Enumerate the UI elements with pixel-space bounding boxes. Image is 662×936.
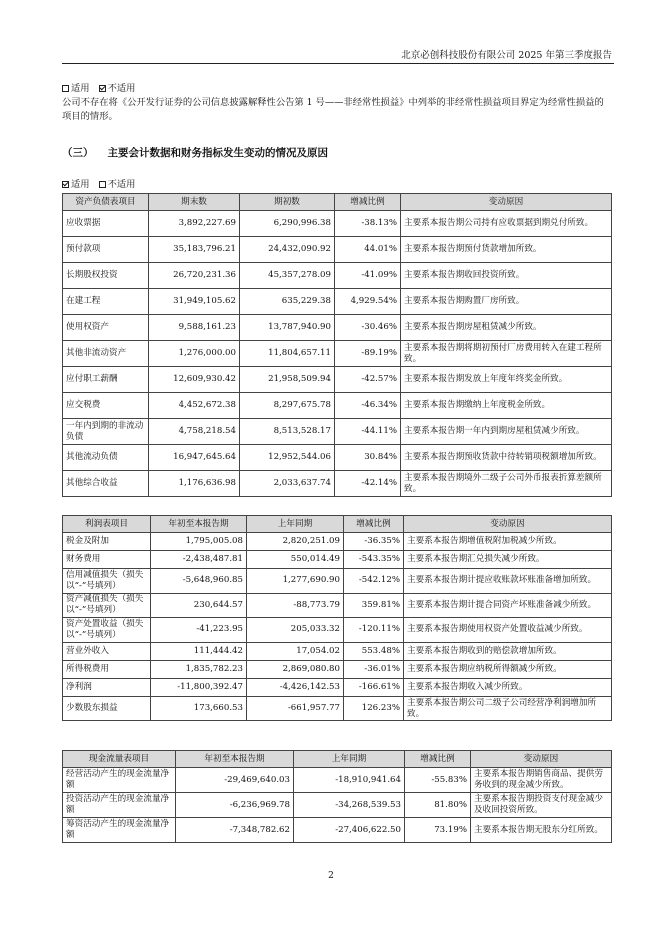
- change-ratio: 73.19%: [405, 818, 471, 843]
- item-name: 筹资活动产生的现金流量净额: [63, 818, 176, 843]
- column-header: 变动原因: [404, 516, 612, 533]
- current-value: 4,758,218.54: [149, 419, 240, 445]
- current-value: 111,444.42: [151, 642, 247, 660]
- item-name: 所得税费用: [63, 660, 151, 678]
- column-header: 增减比例: [335, 194, 401, 211]
- table-row: [63, 471, 612, 497]
- item-name: 信用减值损失（损失以“-”号填列）: [63, 569, 151, 594]
- change-ratio: -38.13%: [335, 211, 401, 237]
- table-row: [63, 569, 612, 594]
- prior-value: 2,033,637.74: [240, 471, 335, 497]
- table-row: [63, 315, 612, 341]
- table-row: [63, 237, 612, 263]
- item-name: 其他流动负债: [63, 445, 149, 471]
- item-name: 使用权资产: [63, 315, 149, 341]
- current-value: 31,949,105.62: [149, 289, 240, 315]
- item-name: 预付款项: [63, 237, 149, 263]
- item-name: 财务费用: [63, 551, 151, 569]
- item-name: 税金及附加: [63, 533, 151, 551]
- prior-value: -661,957.77: [247, 696, 344, 721]
- table-row: [63, 768, 612, 793]
- checkbox-checked-icon[interactable]: [99, 85, 106, 92]
- table-row: [63, 618, 612, 643]
- change-ratio: 4,929.54%: [335, 289, 401, 315]
- column-header: 期初数: [240, 194, 335, 211]
- section-title: 主要会计数据和财务指标发生变动的情况及原因: [107, 147, 328, 159]
- prior-value: -27,406,622.50: [294, 818, 405, 843]
- change-reason: 主要系本报告期发放上年度年终奖金所致。: [401, 367, 612, 393]
- item-name: 营业外收入: [63, 642, 151, 660]
- change-reason: 主要系本报告期一年内到期房屋租赁减少所致。: [401, 419, 612, 445]
- change-reason: 主要系本报告期收到的赔偿款增加所致。: [404, 642, 612, 660]
- item-name: 应交税费: [63, 393, 149, 419]
- prior-value: 2,820,251.09: [247, 533, 344, 551]
- current-value: 1,276,000.00: [149, 341, 240, 367]
- prior-value: 2,869,080.80: [247, 660, 344, 678]
- column-header: 年初至本报告期: [176, 751, 294, 768]
- change-reason: 主要系本报告期收入减少所致。: [404, 678, 612, 696]
- table-row: [63, 593, 612, 618]
- column-header: 期末数: [149, 194, 240, 211]
- table-row: [63, 367, 612, 393]
- table-row: [63, 393, 612, 419]
- change-ratio: -36.35%: [344, 533, 404, 551]
- item-name: 应付职工薪酬: [63, 367, 149, 393]
- table-row: [63, 211, 612, 237]
- table-row: [63, 642, 612, 660]
- changes-applicability: [62, 176, 141, 190]
- column-header: 资产负债表项目: [63, 194, 149, 211]
- prior-value: 550,014.49: [247, 551, 344, 569]
- change-ratio: 359.81%: [344, 593, 404, 618]
- table-row: [63, 793, 612, 818]
- change-ratio: 30.84%: [335, 445, 401, 471]
- item-name: 其他非流动资产: [63, 341, 149, 367]
- change-ratio: 81.80%: [405, 793, 471, 818]
- table-header-row: [63, 751, 612, 768]
- current-value: -11,800,392.47: [151, 678, 247, 696]
- current-value: 230,644.57: [151, 593, 247, 618]
- prior-value: -34,268,539.53: [294, 793, 405, 818]
- change-ratio: -120.11%: [344, 618, 404, 643]
- change-reason: 主要系本报告期使用权资产处置收益减少所致。: [404, 618, 612, 643]
- item-name: 经营活动产生的现金流量净额: [63, 768, 176, 793]
- change-ratio: -36.01%: [344, 660, 404, 678]
- change-reason: 主要系本报告期销售商品、提供劳务收到的现金减少所致。: [471, 768, 612, 793]
- change-reason: 主要系本报告期计提合同资产坏账准备减少所致。: [404, 593, 612, 618]
- prior-value: 17,054.02: [247, 642, 344, 660]
- current-value: -2,438,487.81: [151, 551, 247, 569]
- checkbox-unchecked-icon[interactable]: [62, 85, 69, 92]
- table-row: [63, 533, 612, 551]
- prior-value: 45,357,278.09: [240, 263, 335, 289]
- change-ratio: -42.57%: [335, 367, 401, 393]
- change-ratio: -543.35%: [344, 551, 404, 569]
- change-ratio: -166.61%: [344, 678, 404, 696]
- current-value: 26,720,231.36: [149, 263, 240, 289]
- change-ratio: 553.48%: [344, 642, 404, 660]
- change-ratio: -42.14%: [335, 471, 401, 497]
- column-header: 增减比例: [344, 516, 404, 533]
- current-value: -29,469,640.03: [176, 768, 294, 793]
- balance-sheet-table: [62, 193, 612, 497]
- column-header: 上年同期: [247, 516, 344, 533]
- change-reason: 主要系本报告期公司持有应收票据到期兑付所致。: [401, 211, 612, 237]
- item-name: 资产减值损失（损失以“-”号填列）: [63, 593, 151, 618]
- current-value: -6,236,969.78: [176, 793, 294, 818]
- page-number: 2: [328, 871, 334, 881]
- item-name: 投资活动产生的现金流量净额: [63, 793, 176, 818]
- change-reason: 主要系本报告期境外二级子公司外币报表折算差额所致。: [401, 471, 612, 497]
- prior-value: -18,910,941.64: [294, 768, 405, 793]
- option-not-applicable[interactable]: [99, 83, 136, 94]
- option-not-applicable[interactable]: [99, 179, 136, 190]
- change-ratio: 44.01%: [335, 237, 401, 263]
- option-applicable[interactable]: [62, 83, 90, 94]
- change-ratio: -46.34%: [335, 393, 401, 419]
- option-applicable[interactable]: [62, 179, 90, 190]
- change-reason: 主要系本报告期预付货款增加所致。: [401, 237, 612, 263]
- column-header: 变动原因: [401, 194, 612, 211]
- prior-value: 13,787,940.90: [240, 315, 335, 341]
- table-row: [63, 341, 612, 367]
- item-name: 应收票据: [63, 211, 149, 237]
- change-ratio: 126.23%: [344, 696, 404, 721]
- change-ratio: -542.12%: [344, 569, 404, 594]
- section-heading: [62, 145, 328, 160]
- report-header-title: 北京必创科技股份有限公司 2025 年第三季度报告: [401, 50, 612, 61]
- current-value: 1,835,782.23: [151, 660, 247, 678]
- item-name: 资产处置收益（损失以“-”号填列）: [63, 618, 151, 643]
- option-label: 不适用: [107, 83, 136, 94]
- current-value: 4,452,672.38: [149, 393, 240, 419]
- change-ratio: -30.46%: [335, 315, 401, 341]
- item-name: 净利润: [63, 678, 151, 696]
- table-row: [63, 445, 612, 471]
- change-reason: 主要系本报告期投资支付现金减少及收回投资所致。: [471, 793, 612, 818]
- table-row: [63, 696, 612, 721]
- change-reason: 主要系本报告期收回投资所致。: [401, 263, 612, 289]
- table-row: [63, 551, 612, 569]
- prior-value: 8,513,528.17: [240, 419, 335, 445]
- item-name: 少数股东损益: [63, 696, 151, 721]
- current-value: -5,648,960.85: [151, 569, 247, 594]
- prior-value: 12,952,544.06: [240, 445, 335, 471]
- item-name: 其他综合收益: [63, 471, 149, 497]
- change-ratio: -41.09%: [335, 263, 401, 289]
- option-label: 适用: [71, 179, 90, 190]
- column-header: 增减比例: [405, 751, 471, 768]
- table-row: [63, 660, 612, 678]
- prior-value: 11,804,657.11: [240, 341, 335, 367]
- prior-value: 24,432,090.92: [240, 237, 335, 263]
- change-reason: 主要系本报告期缴纳上年度税金所致。: [401, 393, 612, 419]
- change-ratio: -55.83%: [405, 768, 471, 793]
- prior-value: 6,290,996.38: [240, 211, 335, 237]
- current-value: 35,183,796.21: [149, 237, 240, 263]
- change-reason: 主要系本报告期预收货款中待转销项税额增加所致。: [401, 445, 612, 471]
- column-header: 利润表项目: [63, 516, 151, 533]
- change-ratio: -89.19%: [335, 341, 401, 367]
- change-reason: 主要系本报告期增值税附加税减少所致。: [404, 533, 612, 551]
- change-reason: 主要系本报告期公司二级子公司经营净利润增加所致。: [404, 696, 612, 721]
- option-label: 不适用: [107, 179, 136, 190]
- current-value: 9,588,161.23: [149, 315, 240, 341]
- nonrecurring-applicability: [62, 80, 141, 94]
- item-name: 长期股权投资: [63, 263, 149, 289]
- cash-flow-table: [62, 750, 612, 843]
- header-divider: [62, 63, 614, 64]
- change-reason: 主要系本报告期汇兑损失减少所致。: [404, 551, 612, 569]
- change-reason: 主要系本报告期房屋租赁减少所致。: [401, 315, 612, 341]
- current-value: -41,223.95: [151, 618, 247, 643]
- prior-value: 205,033.32: [247, 618, 344, 643]
- current-value: -7,348,782.62: [176, 818, 294, 843]
- current-value: 12,609,930.42: [149, 367, 240, 393]
- column-header: 上年同期: [294, 751, 405, 768]
- change-reason: 主要系本报告期无股东分红所致。: [471, 818, 612, 843]
- current-value: 1,176,636.98: [149, 471, 240, 497]
- prior-value: 21,958,509.94: [240, 367, 335, 393]
- change-reason: 主要系本报告期购置厂房所致。: [401, 289, 612, 315]
- current-value: 173,660.53: [151, 696, 247, 721]
- income-statement-table: [62, 515, 612, 721]
- prior-value: -4,426,142.53: [247, 678, 344, 696]
- prior-value: 1,277,690.90: [247, 569, 344, 594]
- column-header: 现金流量表项目: [63, 751, 176, 768]
- item-name: 在建工程: [63, 289, 149, 315]
- column-header: 变动原因: [471, 751, 612, 768]
- current-value: 16,947,645.64: [149, 445, 240, 471]
- section-number: （三）: [62, 147, 94, 159]
- prior-value: 635,229.38: [240, 289, 335, 315]
- change-reason: 主要系本报告期将期初预付厂房费用转入在建工程所致。: [401, 341, 612, 367]
- table-row: [63, 678, 612, 696]
- item-name: 一年内到期的非流动负债: [63, 419, 149, 445]
- prior-value: 8,297,675.78: [240, 393, 335, 419]
- change-ratio: -44.11%: [335, 419, 401, 445]
- prior-value: -88,773.79: [247, 593, 344, 618]
- table-row: [63, 818, 612, 843]
- change-reason: 主要系本报告期应纳税所得额减少所致。: [404, 660, 612, 678]
- checkbox-checked-icon[interactable]: [62, 181, 69, 188]
- nonrecurring-statement: 公司不存在将《公开发行证券的公司信息披露解释性公告第 1 号——非经常性损益》中列举的非经常性损益项目界定为经常性损益的项目的情形。: [62, 97, 604, 122]
- current-value: 1,795,005.08: [151, 533, 247, 551]
- table-header-row: [63, 516, 612, 533]
- table-header-row: [63, 194, 612, 211]
- current-value: 3,892,227.69: [149, 211, 240, 237]
- column-header: 年初至本报告期: [151, 516, 247, 533]
- table-row: [63, 263, 612, 289]
- table-row: [63, 289, 612, 315]
- option-label: 适用: [71, 83, 90, 94]
- checkbox-unchecked-icon[interactable]: [99, 181, 106, 188]
- table-row: [63, 419, 612, 445]
- change-reason: 主要系本报告期计提应收账款坏账准备增加所致。: [404, 569, 612, 594]
